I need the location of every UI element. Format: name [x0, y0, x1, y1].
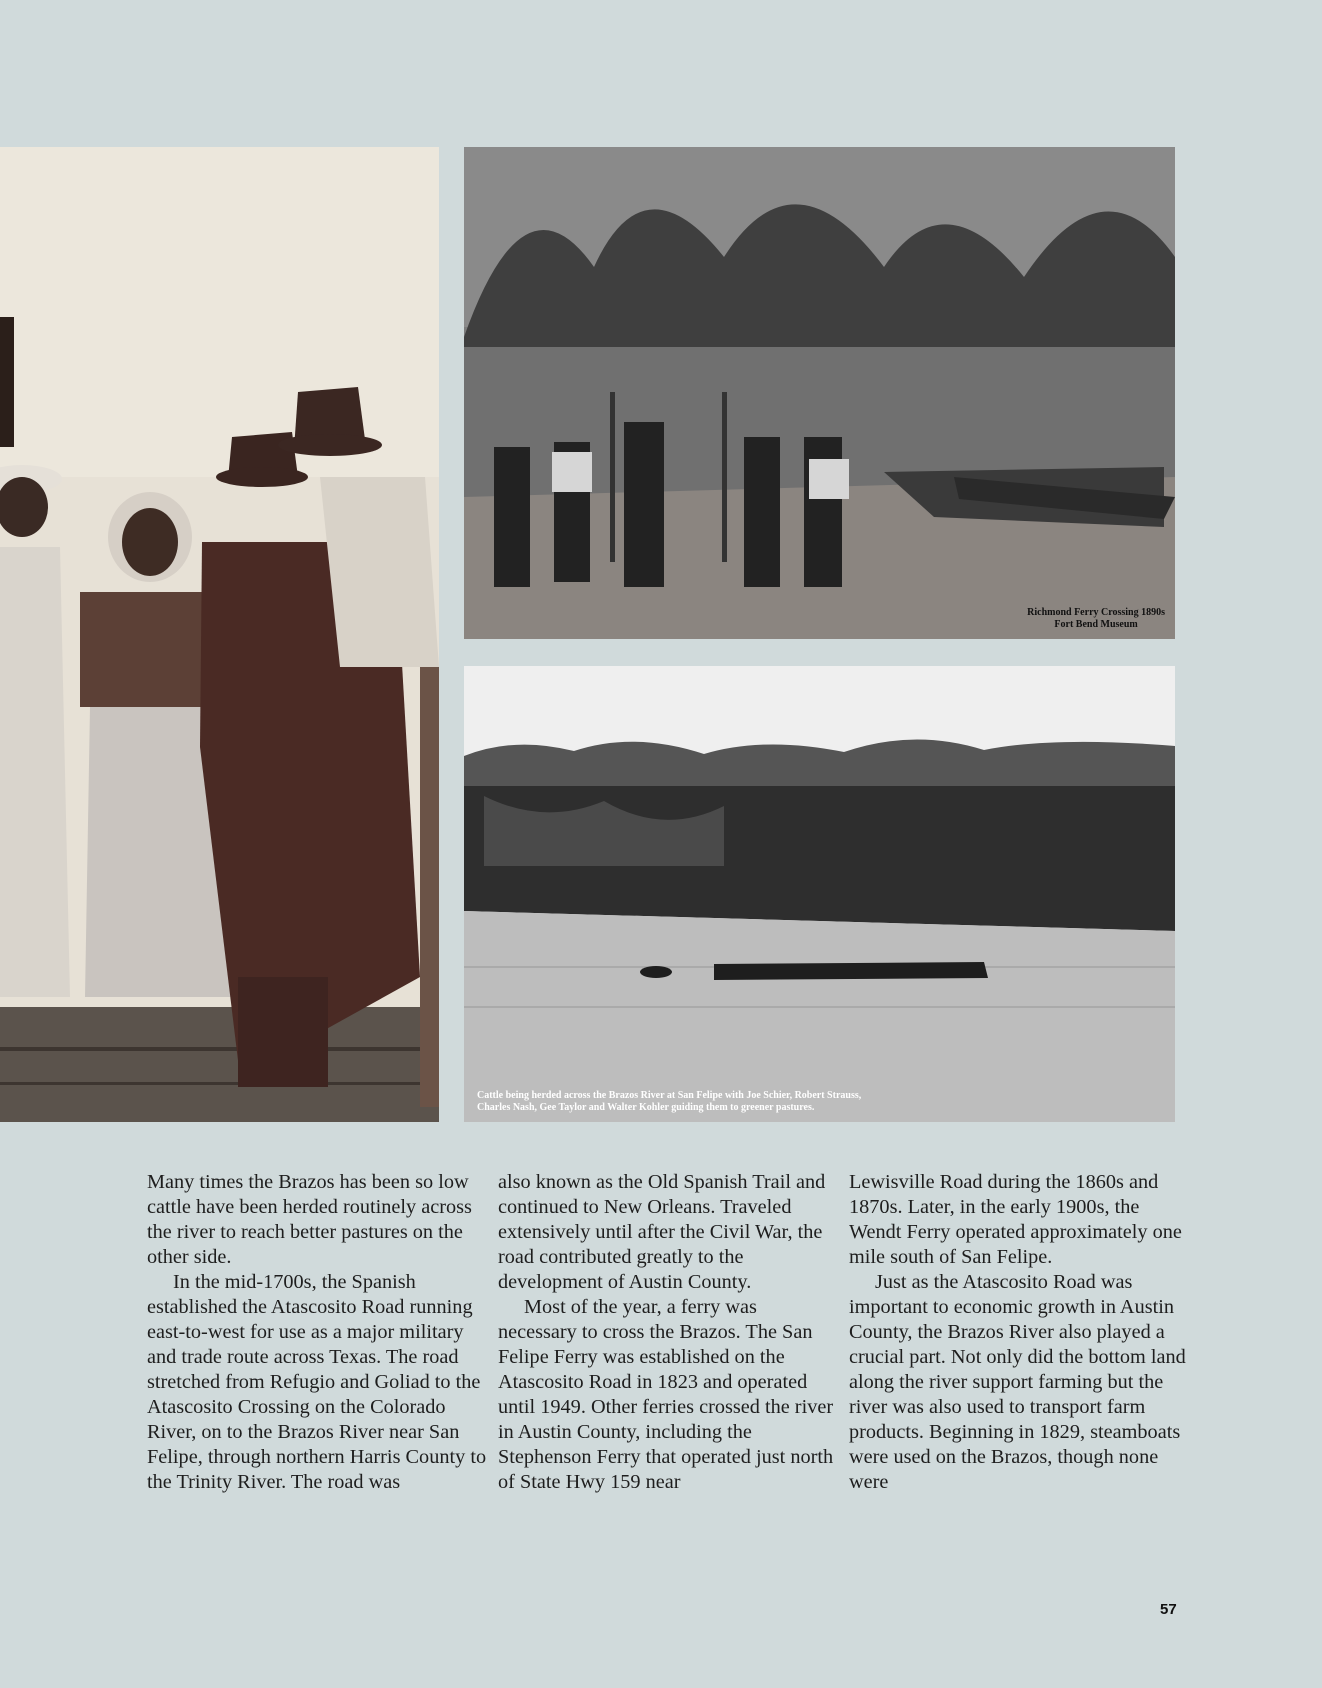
- paragraph: Just as the Atascosito Road was important to economic growth in Austin County, the Brazos River also played a crucial part. Not only did the bottom land along the river support farming but the river was also used to transport farm products. Beginning in 1829, steamboats were used on the Brazos, though none were: [849, 1271, 1186, 1493]
- body-column-1: [147, 1170, 487, 1495]
- paragraph: In the mid-1700s, the Spanish established the Atascosito Road running east-to-west for use as a major military and trade route across Texas. The road stretched from Refugio and Goliad to the Atascosito Crossing on the Colorado River, on to the Brazos River near San Felipe, through northern Harris County to the Trinity River. The road was: [147, 1271, 487, 1493]
- page-number: 57: [1160, 1601, 1177, 1618]
- paragraph: also known as the Old Spanish Trail and continued to New Orleans. Traveled extensively until after the Civil War, the road contributed greatly to the development of Austin County.: [498, 1171, 826, 1293]
- caption-line: Fort Bend Museum: [1054, 619, 1138, 630]
- paragraph: Lewisville Road during the 1860s and 1870s. Later, in the early 1900s, the Wendt Ferry operated approximately one mile south of San Felipe.: [849, 1171, 1182, 1268]
- cattle-crossing-photo: [464, 666, 1175, 1122]
- caption-line: Cattle being herded across the Brazos River at San Felipe with Joe Schier, Robert Strauss,: [477, 1090, 862, 1101]
- caption-line: Charles Nash, Gee Taylor and Walter Kohler guiding them to greener pastures.: [477, 1102, 815, 1113]
- body-column-3: [849, 1170, 1189, 1495]
- photo-caption: [477, 1090, 861, 1114]
- people-photo: [0, 147, 439, 1122]
- paragraph: Most of the year, a ferry was necessary to cross the Brazos. The San Felipe Ferry was established on the Atascosito Road in 1823 and operated until 1949. Other ferries crossed the river in Austin County, including the Stephenson Ferry that operated just north of State Hwy 159 near: [498, 1296, 834, 1493]
- photo-caption: [1027, 607, 1165, 631]
- caption-line: Richmond Ferry Crossing 1890s: [1027, 607, 1165, 618]
- ferry-crossing-photo: [464, 147, 1175, 639]
- paragraph: Many times the Brazos has been so low cattle have been herded routinely across the river to reach better pastures on the other side.: [147, 1171, 472, 1268]
- body-column-2: [498, 1170, 838, 1495]
